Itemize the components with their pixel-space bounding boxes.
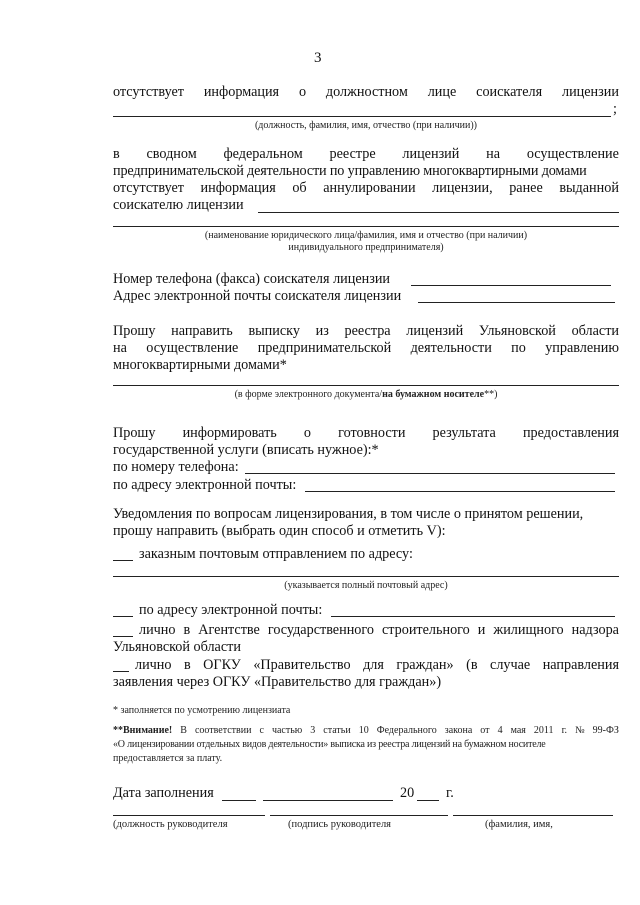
word: 2011 [533, 725, 554, 736]
word: выписку [248, 323, 300, 339]
post-caption: (указывается полный почтовый адрес) [284, 580, 448, 591]
word: готовности [338, 425, 406, 441]
word: 4 [497, 725, 503, 736]
extract-line3: многоквартирными домами* [113, 357, 287, 373]
word: деятельности [410, 340, 492, 356]
year-prefix: 20 [400, 785, 415, 801]
word: в [183, 657, 191, 673]
word: граждан» [396, 657, 454, 673]
word: 10 [358, 725, 369, 736]
word: реестра [344, 323, 391, 339]
word: управлению [545, 340, 619, 356]
name-input-line[interactable] [453, 815, 613, 816]
page-number: 3 [314, 50, 322, 66]
word: направления [542, 657, 619, 673]
word: лицензии, [432, 180, 493, 196]
word: Ульяновской [478, 323, 556, 339]
option-email-input-line[interactable] [331, 616, 615, 617]
extract-line1 [113, 323, 619, 340]
word: сводном [146, 146, 197, 162]
word: статьи [323, 725, 351, 736]
date-day-input-line[interactable] [222, 800, 256, 801]
word: мая [510, 725, 526, 736]
position-caption: (должность руководителя [113, 819, 228, 830]
word: лицензий [402, 146, 460, 162]
word: закона [444, 725, 473, 736]
word: в [183, 622, 191, 638]
word: на [113, 340, 127, 356]
word: Федерального [376, 725, 437, 736]
email-label: Адрес электронной почты соискателя лицензии [113, 288, 402, 304]
word: на [486, 146, 501, 162]
word: частью [271, 725, 303, 736]
word: реестре [329, 146, 376, 162]
date-month-input-line[interactable] [263, 800, 393, 801]
word: г. [561, 725, 568, 736]
word: отсутствует [113, 180, 184, 196]
footnote-2-line2: «О лицензировании отдельных видов деятельности» выписка из реестра лицензий на бумажном носителе [113, 739, 546, 750]
email-checkbox-line[interactable] [113, 616, 133, 617]
word: Прошу [113, 425, 156, 441]
notifications-line2: прошу направить (выбрать один способ и отметить V): [113, 523, 446, 539]
word: соответствии [194, 725, 252, 736]
word: о [298, 84, 307, 100]
word: лицензии [562, 84, 619, 100]
extract-caption [113, 389, 619, 401]
word: (в [466, 657, 478, 673]
extract-caption-bold: на бумажном носителе [382, 389, 485, 400]
extract-caption-end: **) [484, 389, 498, 400]
signature-caption: (подпись руководителя [288, 819, 392, 830]
word: № [575, 725, 585, 736]
word: предпринимательской [257, 340, 392, 356]
licensee-name-input-line[interactable] [258, 212, 619, 213]
word: по [511, 340, 526, 356]
option-ogku-line2: заявления через ОГКУ «Правительство для граждан») [113, 674, 442, 690]
post-checkbox-line[interactable] [113, 560, 133, 561]
word: из [315, 323, 329, 339]
word: Агентстве [198, 622, 260, 638]
footnote-1: * заполняется по усмотрению лицензиата [113, 705, 291, 716]
official-input-line[interactable] [113, 116, 611, 117]
position-input-line[interactable] [113, 815, 265, 816]
word: об [292, 180, 307, 196]
date-label: Дата заполнения [113, 785, 214, 801]
phone-input-line[interactable] [411, 285, 611, 286]
inform-phone-label: по номеру телефона: [113, 459, 239, 475]
word: информация [203, 84, 280, 100]
word: ОГКУ [203, 657, 241, 673]
word: строительного [381, 622, 470, 638]
word: жилищного [493, 622, 564, 638]
licensee-name-input-line-2[interactable] [113, 226, 619, 227]
word: Прошу [113, 323, 156, 339]
word: лично [135, 657, 172, 673]
section2-line2: предпринимательской деятельности по управлению многоквартирными домами [113, 163, 587, 179]
word: от [480, 725, 490, 736]
word: выданной [559, 180, 619, 196]
word: осуществление [146, 340, 239, 356]
licensee-caption-1: (наименование юридического лица/фамилия, имя и отчество (при наличии) [204, 230, 528, 241]
footnote-2-line1 [113, 724, 619, 737]
word: «Правительство [253, 657, 351, 673]
word: должностном [325, 84, 408, 100]
option-agency-line2: Ульяновской области [113, 639, 241, 655]
section2-line3 [113, 180, 619, 197]
inform-email-label: по адресу электронной почты: [113, 477, 297, 493]
word: для [363, 657, 384, 673]
year-suffix: г. [446, 785, 454, 801]
extract-line2 [113, 340, 619, 357]
word: о [303, 425, 311, 441]
section2-line1 [113, 146, 619, 163]
word: результата [432, 425, 496, 441]
word: лично [139, 622, 176, 638]
inform-line1 [113, 425, 619, 442]
semicolon: ; [613, 101, 617, 117]
word: случае [490, 657, 531, 673]
word: информация [200, 180, 276, 196]
post-address-input-line[interactable] [113, 576, 619, 577]
licensee-caption-2: индивидуального предпринимателя) [288, 242, 444, 253]
phone-label: Номер телефона (факса) соискателя лицензии [113, 271, 391, 287]
name-caption: (фамилия, имя, [485, 819, 553, 830]
word: и [477, 622, 486, 638]
word: лице [427, 84, 457, 100]
section2-line4: соискателю лицензии [113, 197, 244, 213]
word: федеральном [223, 146, 303, 162]
official-caption: (должность, фамилия, имя, отчество (при наличии)) [254, 120, 478, 131]
word: лицензий [406, 323, 464, 339]
word: В [180, 725, 187, 736]
word: 99-ФЗ [592, 725, 619, 736]
extract-caption-plain: (в форме электронного документа/ [234, 389, 383, 400]
date-year-input-line[interactable] [417, 800, 439, 801]
word: соискателя [476, 84, 543, 100]
ogku-checkbox-line[interactable] [113, 671, 129, 672]
word: в [113, 146, 120, 162]
word: 3 [310, 725, 316, 736]
notifications-line1: Уведомления по вопросам лицензирования, в том числе о принятом решении, [113, 506, 584, 522]
option-agency-line1 [139, 622, 619, 639]
word: информировать [182, 425, 277, 441]
inform-email-input-line[interactable] [305, 491, 615, 492]
footnote-2-line3: предоставляется за плату. [113, 753, 223, 764]
word: направить [171, 323, 233, 339]
word: ранее [509, 180, 543, 196]
word: с [259, 725, 264, 736]
word: предоставления [522, 425, 619, 441]
option-email: по адресу электронной почты: [139, 602, 323, 618]
extract-form-input-line[interactable] [113, 385, 619, 386]
attention-label: **Внимание! [113, 725, 173, 736]
word: аннулировании [323, 180, 416, 196]
agency-checkbox-line[interactable] [113, 636, 133, 637]
word: области [571, 323, 619, 339]
option-ogku-line1 [135, 657, 619, 674]
word: осуществление [526, 146, 619, 162]
section1-line1 [113, 84, 619, 101]
email-input-line[interactable] [418, 302, 615, 303]
inform-phone-input-line[interactable] [245, 473, 615, 474]
word: отсутствует [113, 84, 184, 100]
word: надзора [571, 622, 619, 638]
signature-input-line[interactable] [270, 815, 448, 816]
option-post: заказным почтовым отправлением по адресу: [139, 546, 413, 562]
inform-line2: государственной услуги (вписать нужное):* [113, 442, 379, 458]
word: государственного [267, 622, 374, 638]
